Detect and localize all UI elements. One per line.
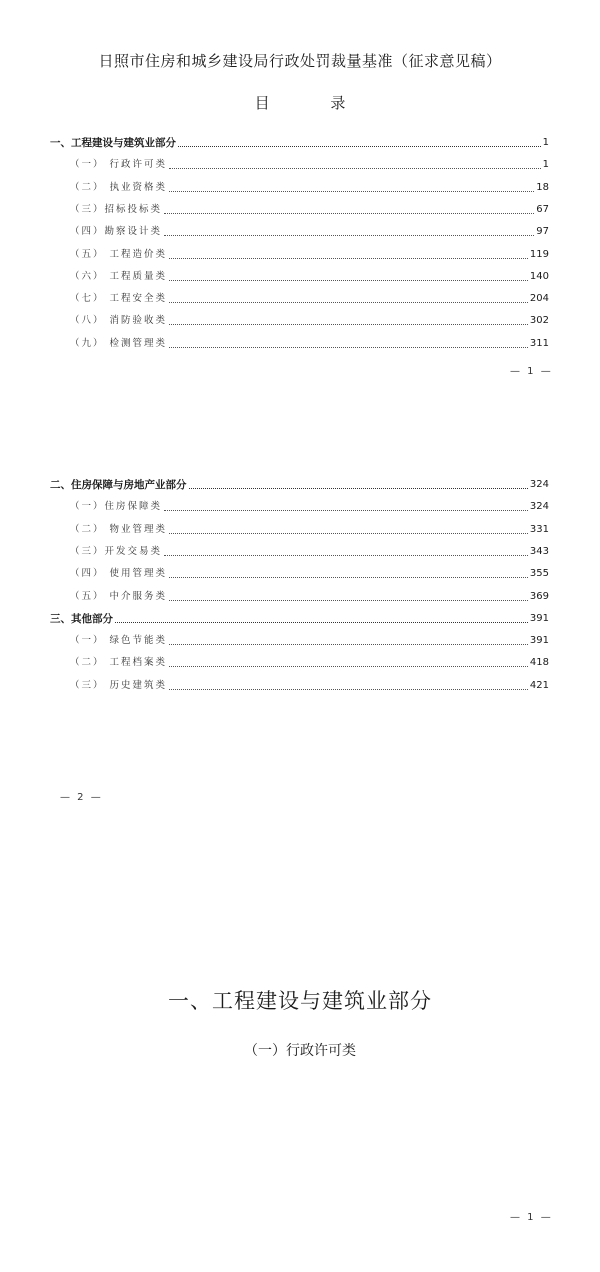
toc-entry-page: 391 <box>529 635 549 647</box>
toc-entry-page: 311 <box>529 337 549 349</box>
toc-entry[interactable] <box>50 134 549 150</box>
toc-entry[interactable] <box>50 179 549 195</box>
toc-leader-dots <box>169 689 528 690</box>
toc-leader-dots <box>189 488 528 489</box>
toc-entry[interactable] <box>50 476 549 492</box>
toc-leader-dots <box>178 146 541 147</box>
toc-leader-dots <box>164 555 528 556</box>
toc-leader-dots <box>169 168 541 169</box>
toc-entry-page: 418 <box>529 657 549 669</box>
toc-entry[interactable] <box>50 543 549 559</box>
toc-entry-label: 三、其他部分 <box>50 612 113 625</box>
toc-block-page-2 <box>50 476 549 696</box>
toc-entry-page: 140 <box>529 270 549 282</box>
toc-leader-dots <box>115 622 528 623</box>
toc-leader-dots <box>169 644 528 645</box>
toc-entry-label: （四） 使用管理类 <box>70 568 168 580</box>
toc-entry-label: （三）开发交易类 <box>70 545 163 557</box>
toc-entry[interactable] <box>50 565 549 581</box>
toc-entry[interactable] <box>50 223 549 239</box>
toc-entry[interactable] <box>50 498 549 514</box>
toc-entry[interactable] <box>50 610 549 626</box>
toc-entry-page: 204 <box>529 293 549 305</box>
toc-entry[interactable] <box>50 521 549 537</box>
page-number-2: — 2 — <box>60 792 103 803</box>
toc-entry-page: 97 <box>536 226 549 238</box>
toc-entry-page: 302 <box>529 315 549 327</box>
toc-entry[interactable] <box>50 290 549 306</box>
toc-leader-dots <box>169 347 528 348</box>
toc-heading: 目 录 <box>254 94 374 112</box>
page-number-1: — 1 — <box>510 366 553 377</box>
toc-leader-dots <box>169 191 534 192</box>
toc-entry-label: （八） 消防验收类 <box>70 315 168 327</box>
toc-leader-dots <box>169 258 528 259</box>
toc-entry-page: 1 <box>542 159 549 171</box>
toc-entry[interactable] <box>50 268 549 284</box>
toc-entry[interactable] <box>50 156 549 172</box>
toc-entry-label: （六） 工程质量类 <box>70 270 168 282</box>
toc-entry-label: （三） 历史建筑类 <box>70 679 168 691</box>
toc-entry[interactable] <box>50 632 549 648</box>
toc-leader-dots <box>169 600 528 601</box>
toc-entry-label: （五） 工程造价类 <box>70 248 168 260</box>
toc-entry-page: 119 <box>529 248 549 260</box>
toc-entry-label: （二） 工程档案类 <box>70 657 168 669</box>
toc-entry-page: 324 <box>529 479 549 490</box>
document-title: 日照市住房和城乡建设局行政处罚裁量基准（征求意见稿） <box>98 52 502 70</box>
toc-entry[interactable] <box>50 335 549 351</box>
subsection-title: （一）行政许可类 <box>244 1043 356 1059</box>
toc-entry-page: 18 <box>536 181 549 193</box>
toc-leader-dots <box>164 213 534 214</box>
toc-entry-label: （一） 行政许可类 <box>70 159 168 171</box>
toc-entry-page: 324 <box>529 501 549 513</box>
toc-entry[interactable] <box>50 588 549 604</box>
toc-leader-dots <box>169 280 528 281</box>
toc-entry-page: 391 <box>529 612 549 624</box>
toc-entry-page: 1 <box>542 137 549 148</box>
toc-block-page-1 <box>50 134 549 364</box>
toc-leader-dots <box>169 302 528 303</box>
toc-entry-label: （二） 物业管理类 <box>70 523 168 535</box>
toc-entry-page: 331 <box>529 523 549 535</box>
toc-entry-label: （一）住房保障类 <box>70 501 163 513</box>
toc-entry-page: 67 <box>536 203 549 215</box>
toc-leader-dots <box>164 235 534 236</box>
toc-entry-label: （三）招标投标类 <box>70 203 163 215</box>
toc-entry-label: （九） 检测管理类 <box>70 337 168 349</box>
toc-entry-label: 二、住房保障与房地产业部分 <box>50 479 187 491</box>
toc-entry-page: 369 <box>529 590 549 602</box>
toc-entry[interactable] <box>50 654 549 670</box>
toc-entry[interactable] <box>50 677 549 693</box>
toc-entry[interactable] <box>50 201 549 217</box>
toc-leader-dots <box>169 533 528 534</box>
toc-leader-dots <box>169 666 528 667</box>
toc-entry-label: （五） 中介服务类 <box>70 590 168 602</box>
toc-entry-label: （四）勘察设计类 <box>70 226 163 238</box>
section-title: 一、工程建设与建筑业部分 <box>168 989 432 1013</box>
toc-entry-label: （二） 执业资格类 <box>70 181 168 193</box>
toc-leader-dots <box>164 510 528 511</box>
toc-leader-dots <box>169 577 528 578</box>
toc-entry-page: 355 <box>529 568 549 580</box>
toc-entry-page: 343 <box>529 545 549 557</box>
toc-leader-dots <box>169 324 528 325</box>
toc-entry[interactable] <box>50 246 549 262</box>
toc-entry-label: 一、工程建设与建筑业部分 <box>50 137 176 149</box>
toc-entry[interactable] <box>50 312 549 328</box>
toc-entry-label: （七） 工程安全类 <box>70 293 168 305</box>
toc-entry-label: （一） 绿色节能类 <box>70 635 168 647</box>
toc-entry-page: 421 <box>529 679 549 691</box>
page-number-3: — 1 — <box>510 1212 553 1223</box>
